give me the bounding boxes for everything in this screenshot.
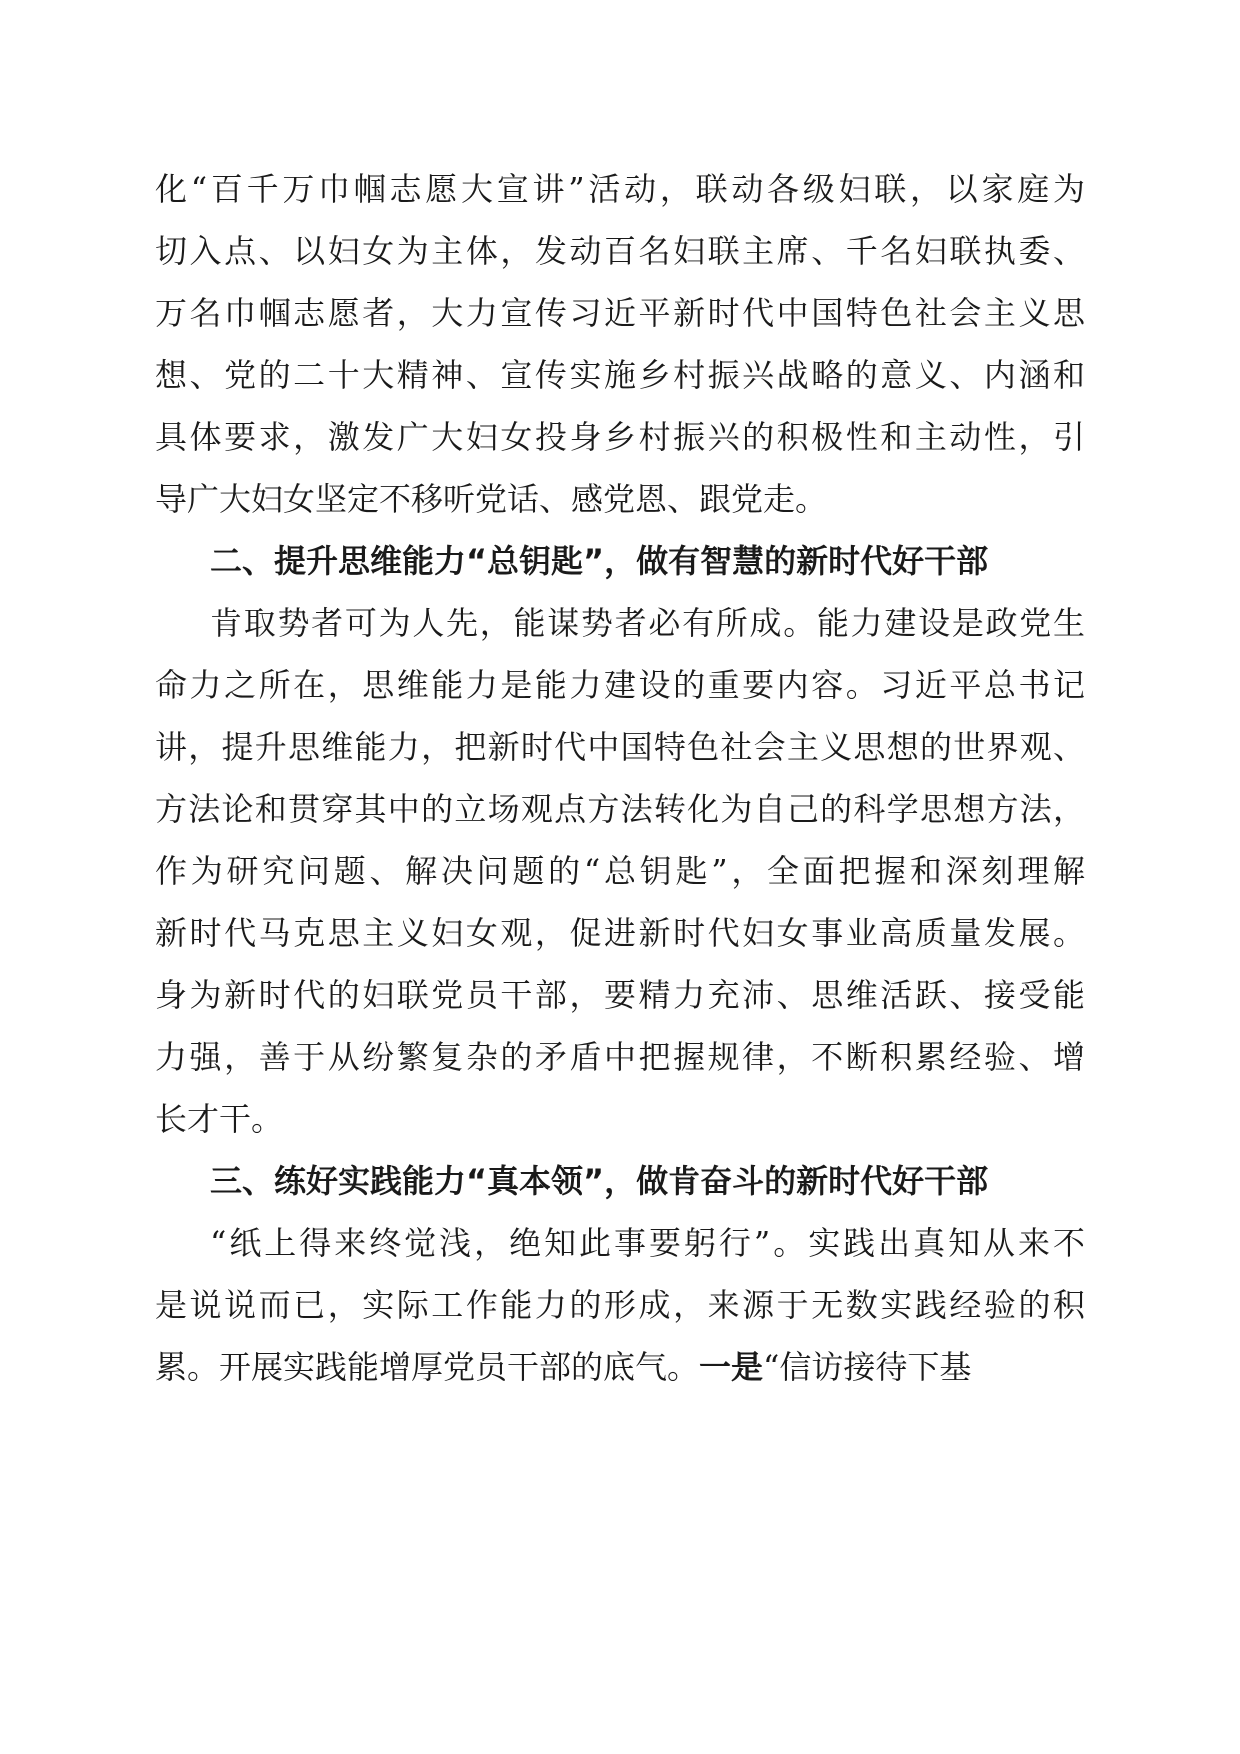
paragraph-line: 新时代马克思主义妇女观，促进新时代妇女事业高质量发展。 [155,914,1085,952]
paragraph-line: “纸上得来终觉浅，绝知此事要躬行”。实践出真知从来不 [210,1224,1085,1262]
section-heading: 二、提升思维能力“总钥匙”，做有智慧的新时代好干部 [210,542,989,580]
paragraph-line: 方法论和贯穿其中的立场观点方法转化为自己的科学思想方法， [155,790,1085,828]
paragraph-line: 身为新时代的妇联党员干部，要精力充沛、思维活跃、接受能 [155,976,1085,1014]
paragraph-line: 长才干。 [155,1100,284,1138]
paragraph-line: 肯取势者可为人先，能谋势者必有所成。能力建设是政党生 [210,604,1085,642]
paragraph-line: 是说说而已，实际工作能力的形成，来源于无数实践经验的积 [155,1286,1085,1324]
paragraph-line: 化“百千万巾帼志愿大宣讲”活动，联动各级妇联，以家庭为 [155,170,1085,208]
section-heading: 三、练好实践能力“真本领”，做肯奋斗的新时代好干部 [210,1162,989,1200]
paragraph-line: 作为研究问题、解决问题的“总钥匙”，全面把握和深刻理解 [155,852,1085,890]
paragraph-line: 命力之所在，思维能力是能力建设的重要内容。习近平总书记 [155,666,1085,704]
paragraph-line: 具体要求，激发广大妇女投身乡村振兴的积极性和主动性，引 [155,418,1085,456]
paragraph-line: 讲，提升思维能力，把新时代中国特色社会主义思想的世界观、 [155,728,1085,766]
paragraph-line: 力强，善于从纷繁复杂的矛盾中把握规律，不断积累经验、增 [155,1038,1085,1076]
paragraph-text: 累。开展实践能增厚党员干部的底气。 [155,1348,700,1386]
paragraph-line: 导广大妇女坚定不移听党话、感党恩、跟党走。 [155,480,828,518]
emphasis-text: 一是 [699,1348,764,1386]
paragraph-text: “信访接待下基 [763,1348,972,1386]
paragraph-line: 万名巾帼志愿者，大力宣传习近平新时代中国特色社会主义思 [155,294,1085,332]
paragraph-line: 切入点、以妇女为主体，发动百名妇联主席、千名妇联执委、 [155,232,1085,270]
paragraph-line-last [155,1336,1085,1398]
paragraph-line: 想、党的二十大精神、宣传实施乡村振兴战略的意义、内涵和 [155,356,1085,394]
